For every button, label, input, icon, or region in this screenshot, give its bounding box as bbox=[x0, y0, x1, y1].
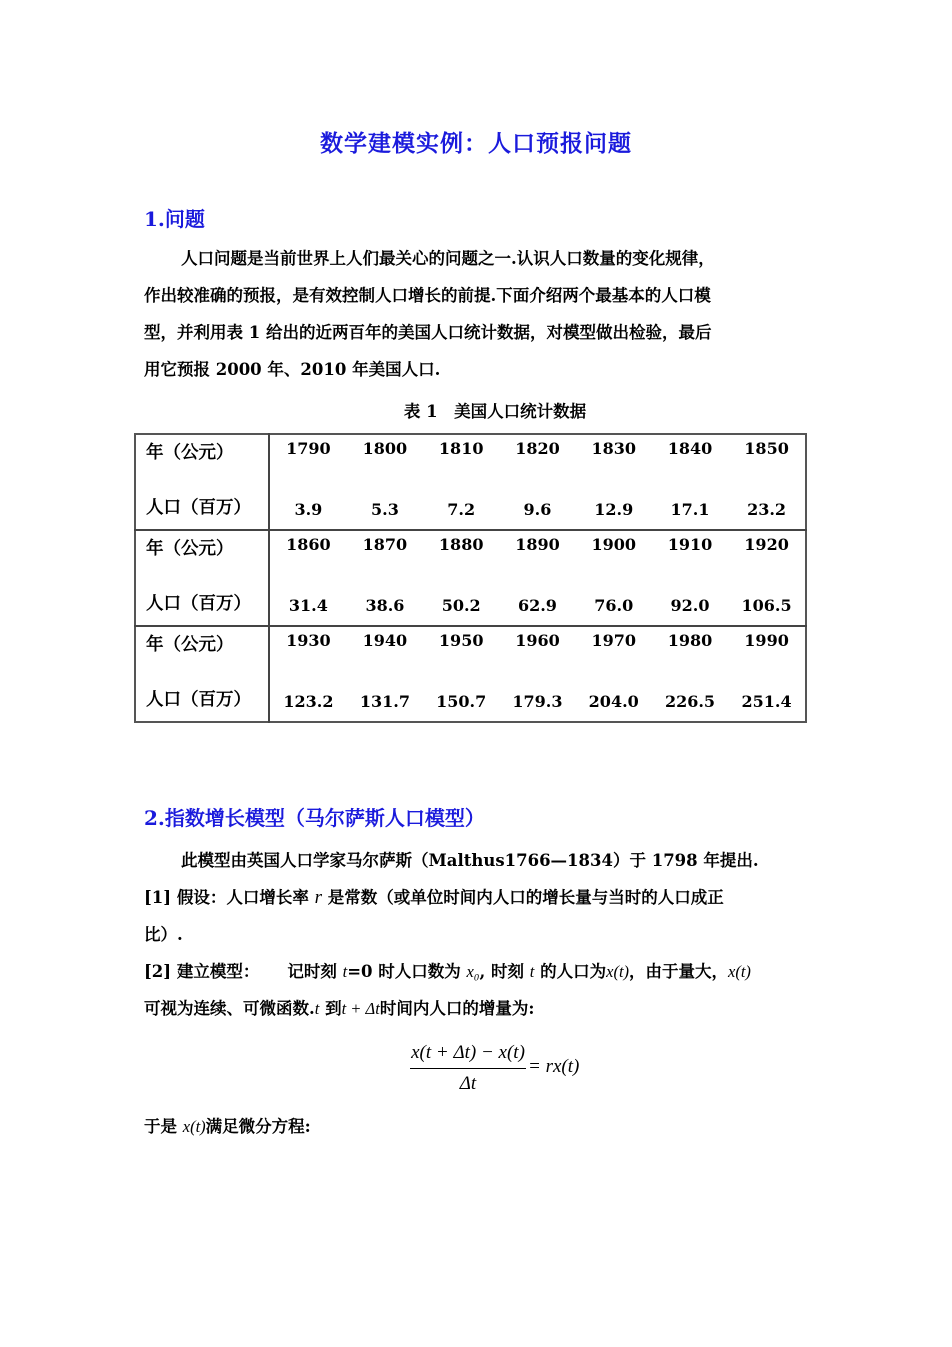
paragraph-line: 人口问题是当前世界上人们最关心的问题之一.认识人口数量的变化规律， bbox=[181, 249, 715, 268]
text: =0 时人口数为 bbox=[347, 962, 467, 981]
math-interval: t + Δt bbox=[341, 999, 380, 1018]
year-row bbox=[135, 530, 806, 575]
continuity-line bbox=[144, 990, 812, 1027]
population-cell: 106.5 bbox=[728, 575, 806, 626]
math-t: t bbox=[529, 962, 535, 981]
population-cell: 150.7 bbox=[436, 692, 487, 711]
year-cell: 1950 bbox=[438, 631, 484, 650]
year-label-cell: 年（公元） bbox=[135, 626, 269, 671]
math-x0: x₀ bbox=[466, 962, 480, 981]
population-cell: 9.6 bbox=[499, 479, 575, 530]
population-cell: 123.2 bbox=[283, 692, 334, 711]
year-cell: 1930 bbox=[286, 631, 331, 650]
population-label-cell: 人口（百万） bbox=[135, 575, 269, 626]
paragraph-line: 作出较准确的预报，是有效控制人口增长的前提.下面介绍两个最基本的人口模 bbox=[144, 286, 711, 305]
text: [2] 建立模型： bbox=[144, 962, 260, 981]
math-xt: x(t) bbox=[728, 962, 751, 981]
year-row bbox=[135, 626, 806, 671]
year-cell: 1960 bbox=[515, 631, 560, 650]
year-cell: 1970 bbox=[591, 631, 636, 650]
year-cell: 1830 bbox=[591, 439, 636, 458]
text: , 时刻 bbox=[479, 962, 530, 981]
year-cell: 1860 bbox=[286, 535, 331, 554]
section-heading-problem: 1.问题 bbox=[144, 207, 205, 231]
year-cell: 1900 bbox=[591, 535, 636, 554]
paragraph-line: 用它预报 2000 年、2010 年美国人口. bbox=[144, 360, 441, 379]
math-xt: x(t) bbox=[182, 1117, 206, 1136]
text: 时间内人口的增量为: bbox=[379, 999, 535, 1018]
text: ，由于量大， bbox=[629, 962, 729, 981]
fraction bbox=[410, 1040, 526, 1099]
year-cell: 1920 bbox=[744, 535, 789, 554]
population-cell: 12.9 bbox=[576, 479, 652, 530]
population-row bbox=[135, 479, 806, 530]
population-cell: 17.1 bbox=[652, 479, 728, 530]
fraction-numerator: x(t + Δt) − x(t) bbox=[410, 1040, 526, 1069]
year-cell: 1800 bbox=[362, 439, 408, 458]
population-label-cell: 人口（百万） bbox=[135, 671, 269, 722]
table-caption: 表 1 美国人口统计数据 bbox=[403, 402, 587, 421]
year-label-cell: 年（公元） bbox=[135, 530, 269, 575]
year-cell: 1850 bbox=[744, 439, 789, 458]
year-row bbox=[135, 434, 806, 479]
fraction-denominator: Δt bbox=[459, 1073, 477, 1094]
formula-rhs: = rx(t) bbox=[528, 1056, 580, 1077]
population-cell: 38.6 bbox=[347, 575, 423, 626]
math-xt: x(t) bbox=[606, 962, 630, 981]
population-cell: 204.0 bbox=[588, 692, 639, 711]
population-row bbox=[135, 575, 806, 626]
year-cell: 1890 bbox=[515, 535, 560, 554]
text: 的人口为 bbox=[534, 962, 607, 981]
year-cell: 1820 bbox=[515, 439, 560, 458]
conclusion-paragraph bbox=[144, 1108, 812, 1145]
assumption-line bbox=[144, 879, 812, 916]
year-cell: 1790 bbox=[286, 439, 331, 458]
population-cell: 5.3 bbox=[347, 479, 423, 530]
model-line bbox=[144, 953, 812, 990]
year-cell: 1990 bbox=[744, 631, 789, 650]
year-cell: 1980 bbox=[667, 631, 713, 650]
year-cell: 1880 bbox=[438, 535, 484, 554]
math-t: t bbox=[342, 962, 348, 981]
math-r: r bbox=[314, 887, 322, 908]
text: 是常数（或单位时间内人口的增长量与当时的人口成正 bbox=[322, 888, 724, 907]
year-cell: 1870 bbox=[362, 535, 408, 554]
paragraph-line: 此模型由英国人口学家马尔萨斯（Malthus1766—1834）于 1798 年提出. bbox=[181, 851, 759, 870]
population-row bbox=[135, 671, 806, 722]
text: 满足微分方程: bbox=[205, 1117, 311, 1136]
increment-formula bbox=[410, 1040, 610, 1104]
section-heading-exponential-model: 2.指数增长模型（马尔萨斯人口模型） bbox=[144, 806, 485, 830]
population-cell: 131.7 bbox=[359, 692, 410, 711]
paragraph-line: 比）. bbox=[144, 925, 183, 944]
population-cell: 226.5 bbox=[664, 692, 716, 711]
population-cell: 23.2 bbox=[728, 479, 806, 530]
population-cell: 50.2 bbox=[423, 575, 499, 626]
text: 可视为连续、可微函数. bbox=[144, 999, 315, 1018]
population-table bbox=[134, 433, 807, 723]
population-label-cell: 人口（百万） bbox=[135, 479, 269, 530]
year-label-cell: 年（公元） bbox=[135, 434, 269, 479]
model-paragraph bbox=[144, 842, 812, 1027]
year-cell: 1940 bbox=[362, 631, 408, 650]
text: 于是 bbox=[144, 1117, 183, 1136]
year-cell: 1810 bbox=[438, 439, 484, 458]
population-cell: 31.4 bbox=[269, 575, 347, 626]
paragraph-line: 型，并利用表 1 给出的近两百年的美国人口统计数据，对模型做出检验，最后 bbox=[144, 323, 712, 342]
year-cell: 1910 bbox=[667, 535, 713, 554]
math-t: t bbox=[314, 999, 320, 1018]
conclusion-line bbox=[144, 1108, 812, 1145]
population-cell: 62.9 bbox=[499, 575, 575, 626]
text: 记时刻 bbox=[287, 962, 343, 981]
text: [1] 假设：人口增长率 bbox=[144, 888, 315, 907]
population-cell: 92.0 bbox=[652, 575, 728, 626]
population-cell: 251.4 bbox=[741, 692, 792, 711]
population-cell: 76.0 bbox=[576, 575, 652, 626]
year-cell: 1840 bbox=[667, 439, 713, 458]
page-title: 数学建模实例：人口预报问题 bbox=[320, 130, 632, 157]
problem-paragraph bbox=[144, 240, 812, 388]
population-cell: 179.3 bbox=[512, 692, 563, 711]
population-cell: 7.2 bbox=[423, 479, 499, 530]
population-cell: 3.9 bbox=[269, 479, 347, 530]
text: 到 bbox=[319, 999, 342, 1018]
